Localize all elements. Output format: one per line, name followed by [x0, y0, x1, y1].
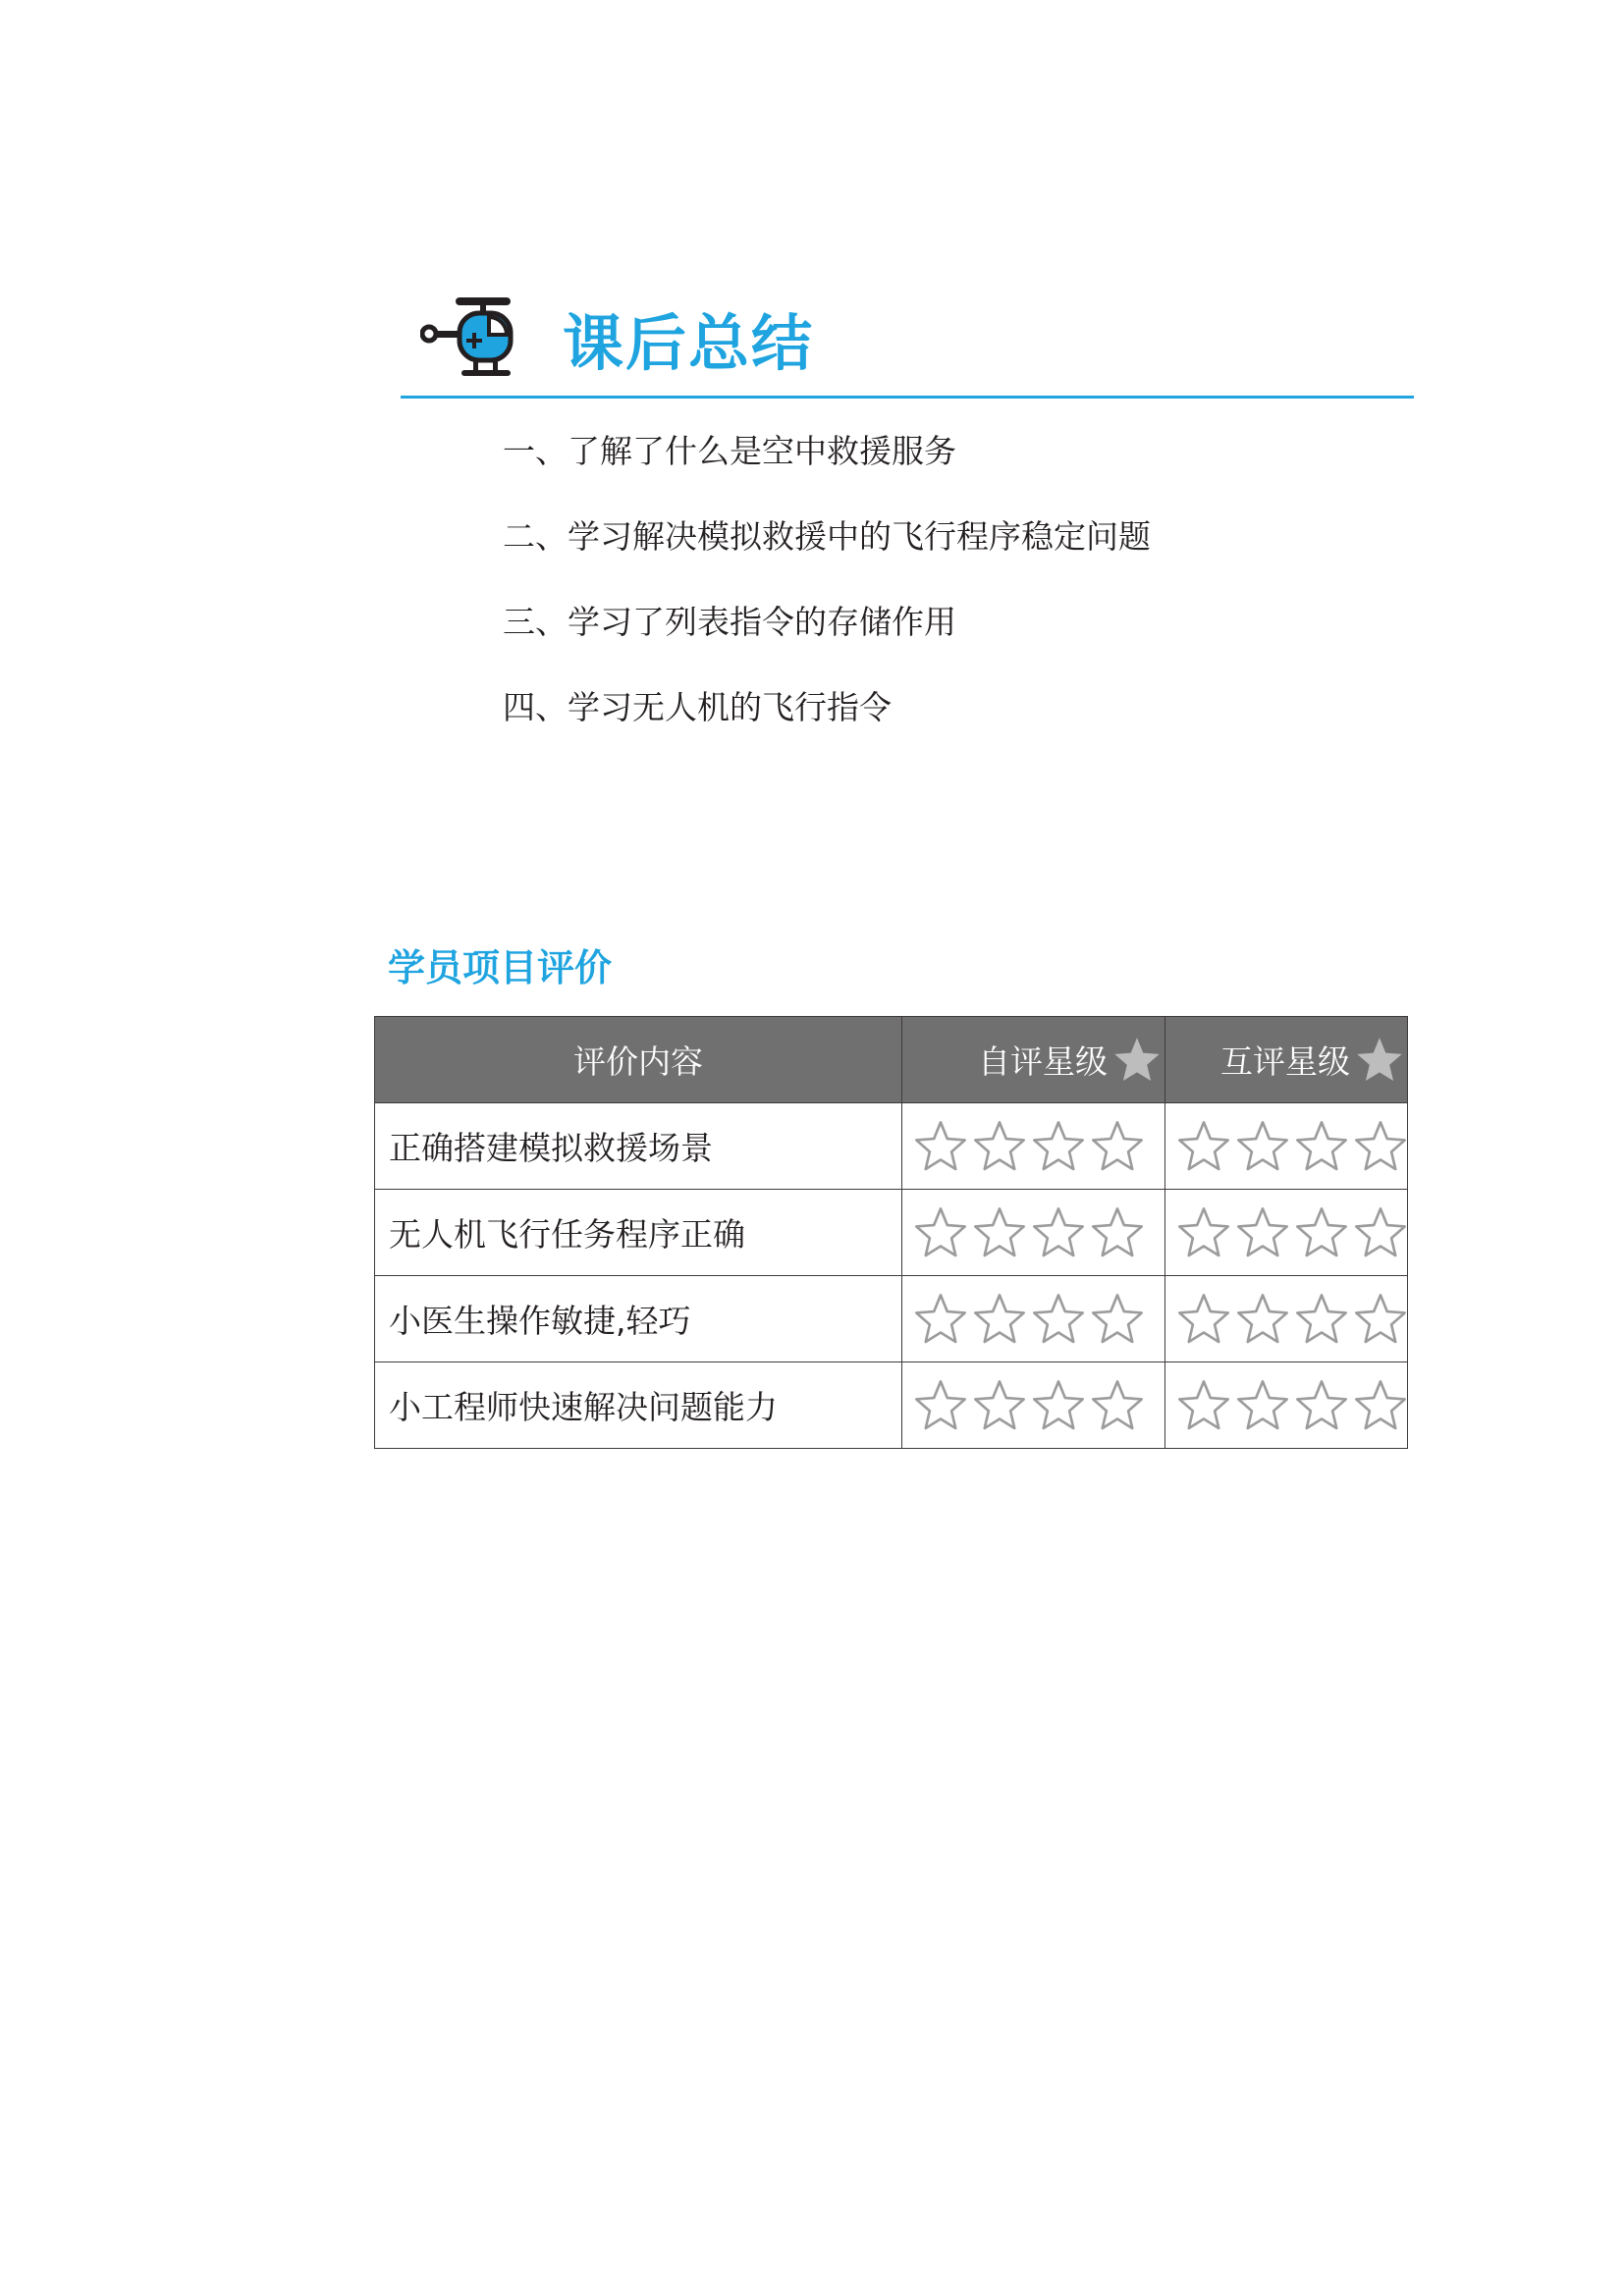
star-outline-icon[interactable] [1352, 1377, 1408, 1434]
star-outline-icon[interactable] [1030, 1377, 1087, 1434]
table-row [375, 1190, 1408, 1276]
star-rating[interactable] [1165, 1190, 1407, 1275]
star-outline-icon[interactable] [1352, 1291, 1408, 1348]
star-outline-icon[interactable] [1293, 1118, 1350, 1175]
star-outline-icon[interactable] [912, 1291, 969, 1348]
star-outline-icon[interactable] [1089, 1291, 1146, 1348]
star-rating[interactable] [902, 1362, 1164, 1448]
star-outline-icon[interactable] [912, 1118, 969, 1175]
star-rating[interactable] [1165, 1276, 1407, 1362]
summary-header [401, 290, 1414, 398]
star-outline-icon[interactable] [1089, 1204, 1146, 1261]
star-outline-icon[interactable] [912, 1204, 969, 1261]
star-outline-icon[interactable] [1352, 1204, 1408, 1261]
star-rating[interactable] [1165, 1362, 1407, 1448]
peer-rating-cell [1165, 1362, 1408, 1449]
self-rating-cell [902, 1103, 1165, 1190]
star-filled-icon [1111, 1035, 1163, 1086]
row-content: 无人机飞行任务程序正确 [375, 1190, 902, 1276]
self-rating-cell [902, 1190, 1165, 1276]
row-content: 小医生操作敏捷,轻巧 [375, 1276, 902, 1362]
star-outline-icon[interactable] [971, 1118, 1028, 1175]
header-content-label: 评价内容 [573, 1042, 703, 1081]
star-rating[interactable] [1165, 1103, 1407, 1189]
star-outline-icon[interactable] [912, 1377, 969, 1434]
table-header-row [375, 1017, 1408, 1103]
summary-item: 一、了解了什么是空中救援服务 [503, 432, 956, 470]
helicopter-icon [420, 292, 518, 386]
header-peer-rating [1165, 1017, 1408, 1103]
star-outline-icon[interactable] [1234, 1118, 1291, 1175]
summary-divider [401, 396, 1414, 399]
summary-item: 三、学习了列表指令的存储作用 [503, 603, 956, 641]
star-outline-icon[interactable] [1234, 1204, 1291, 1261]
star-outline-icon[interactable] [1175, 1377, 1232, 1434]
header-self-label: 自评星级 [978, 1042, 1108, 1081]
summary-title: 课后总结 [563, 307, 815, 379]
star-outline-icon[interactable] [1175, 1204, 1232, 1261]
star-outline-icon[interactable] [1030, 1204, 1087, 1261]
star-outline-icon[interactable] [1089, 1377, 1146, 1434]
star-outline-icon[interactable] [971, 1377, 1028, 1434]
header-self-rating [902, 1017, 1165, 1103]
row-content: 正确搭建模拟救援场景 [375, 1103, 902, 1190]
star-outline-icon[interactable] [1234, 1291, 1291, 1348]
self-rating-cell [902, 1276, 1165, 1362]
star-outline-icon[interactable] [1089, 1118, 1146, 1175]
star-outline-icon[interactable] [1293, 1377, 1350, 1434]
summary-item: 四、学习无人机的飞行指令 [503, 688, 892, 726]
table-row [375, 1362, 1408, 1449]
star-rating[interactable] [902, 1103, 1164, 1189]
star-outline-icon[interactable] [1352, 1118, 1408, 1175]
star-filled-icon [1354, 1035, 1405, 1086]
self-rating-cell [902, 1362, 1165, 1449]
star-rating[interactable] [902, 1276, 1164, 1362]
evaluation-table [374, 1016, 1408, 1449]
star-outline-icon[interactable] [971, 1291, 1028, 1348]
peer-rating-cell [1165, 1276, 1408, 1362]
star-outline-icon[interactable] [971, 1204, 1028, 1261]
summary-item: 二、学习解决模拟救援中的飞行程序稳定问题 [503, 517, 1151, 556]
header-content [375, 1017, 902, 1103]
star-outline-icon[interactable] [1293, 1204, 1350, 1261]
header-peer-label: 互评星级 [1220, 1042, 1350, 1081]
peer-rating-cell [1165, 1190, 1408, 1276]
star-outline-icon[interactable] [1030, 1291, 1087, 1348]
star-rating[interactable] [902, 1190, 1164, 1275]
table-row [375, 1276, 1408, 1362]
table-row [375, 1103, 1408, 1190]
star-outline-icon[interactable] [1030, 1118, 1087, 1175]
star-outline-icon[interactable] [1293, 1291, 1350, 1348]
star-outline-icon[interactable] [1175, 1291, 1232, 1348]
summary-list [503, 432, 1151, 774]
star-outline-icon[interactable] [1234, 1377, 1291, 1434]
row-content: 小工程师快速解决问题能力 [375, 1362, 902, 1449]
star-outline-icon[interactable] [1175, 1118, 1232, 1175]
evaluation-title: 学员项目评价 [388, 946, 613, 989]
peer-rating-cell [1165, 1103, 1408, 1190]
